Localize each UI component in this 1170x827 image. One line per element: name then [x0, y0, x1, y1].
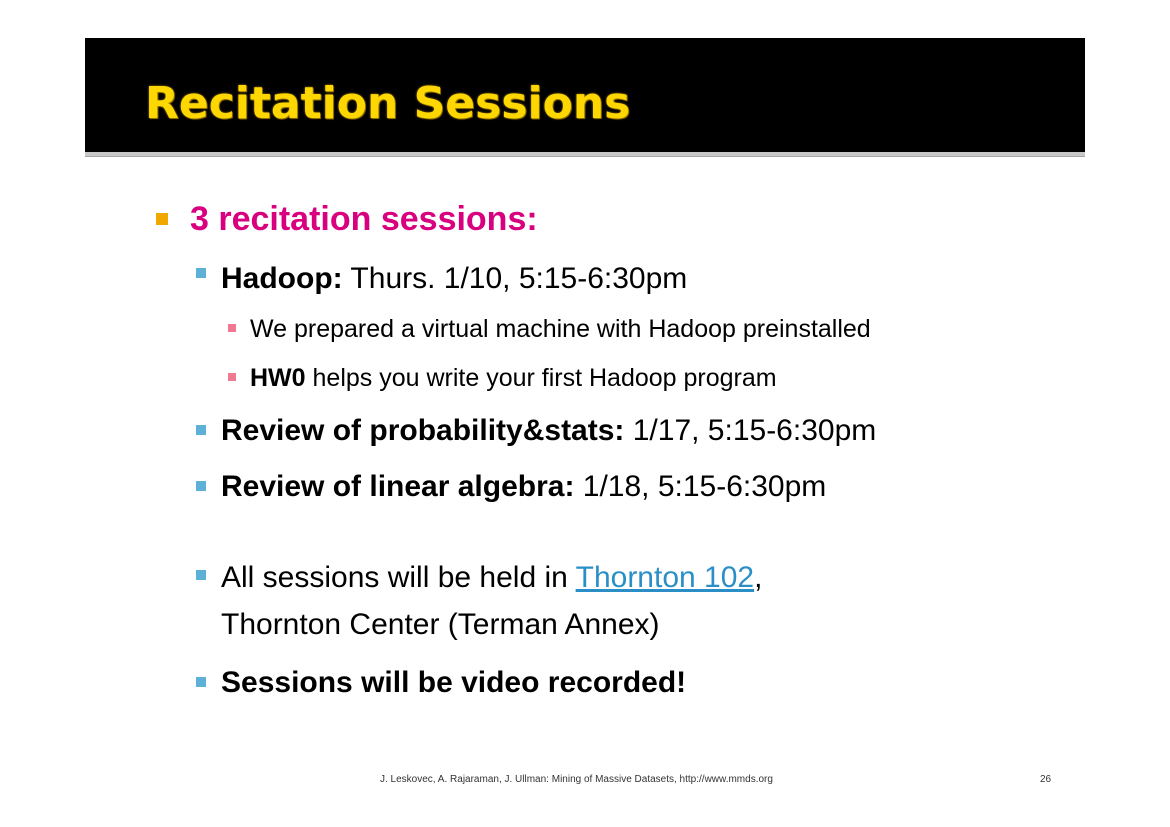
bullet-square-icon	[196, 570, 206, 580]
location-prefix: All sessions will be held in	[221, 561, 576, 594]
linear-algebra-item	[221, 467, 826, 507]
linear-algebra-label: Review of linear algebra:	[221, 470, 575, 503]
hadoop-subitem	[250, 312, 871, 346]
bullet-square-icon	[196, 481, 206, 491]
main-bullet-text: 3 recitation sessions:	[190, 200, 538, 238]
hadoop-schedule: Thurs. 1/10, 5:15-6:30pm	[342, 262, 688, 295]
bullet-square-icon	[228, 324, 236, 332]
subitem-text: We prepared a virtual machine with Hadoop preinstalled	[250, 315, 871, 343]
hadoop-subitem	[250, 361, 777, 395]
bullet-square-icon	[196, 268, 206, 278]
probability-schedule: 1/17, 5:15-6:30pm	[624, 414, 877, 447]
title-divider	[85, 152, 1085, 157]
hadoop-item	[221, 259, 687, 299]
recorded-item: Sessions will be video recorded!	[221, 666, 687, 699]
title-bar	[85, 38, 1085, 152]
location-suffix: ,	[754, 561, 763, 594]
bullet-square-icon	[228, 373, 236, 381]
probability-label: Review of probability&stats:	[221, 414, 625, 447]
subitem-text: helps you write your first Hadoop program	[305, 364, 777, 392]
page-number: 26	[1040, 774, 1052, 785]
bullet-square-icon	[156, 213, 168, 225]
subitem-bold: HW0	[250, 364, 306, 392]
location-line2: Thornton Center (Terman Annex)	[221, 608, 660, 641]
slide-title: Recitation Sessions	[145, 78, 631, 129]
probability-item	[221, 411, 876, 451]
bullet-square-icon	[196, 425, 206, 435]
footer-citation: J. Leskovec, A. Rajaraman, J. Ullman: Mining of Massive Datasets, http://www.mmds.org	[380, 774, 773, 785]
thornton-102-link[interactable]: Thornton 102	[575, 561, 755, 594]
hadoop-label: Hadoop:	[221, 262, 343, 295]
bullet-square-icon	[196, 677, 206, 687]
location-item	[221, 558, 762, 598]
linear-algebra-schedule: 1/18, 5:15-6:30pm	[574, 470, 827, 503]
